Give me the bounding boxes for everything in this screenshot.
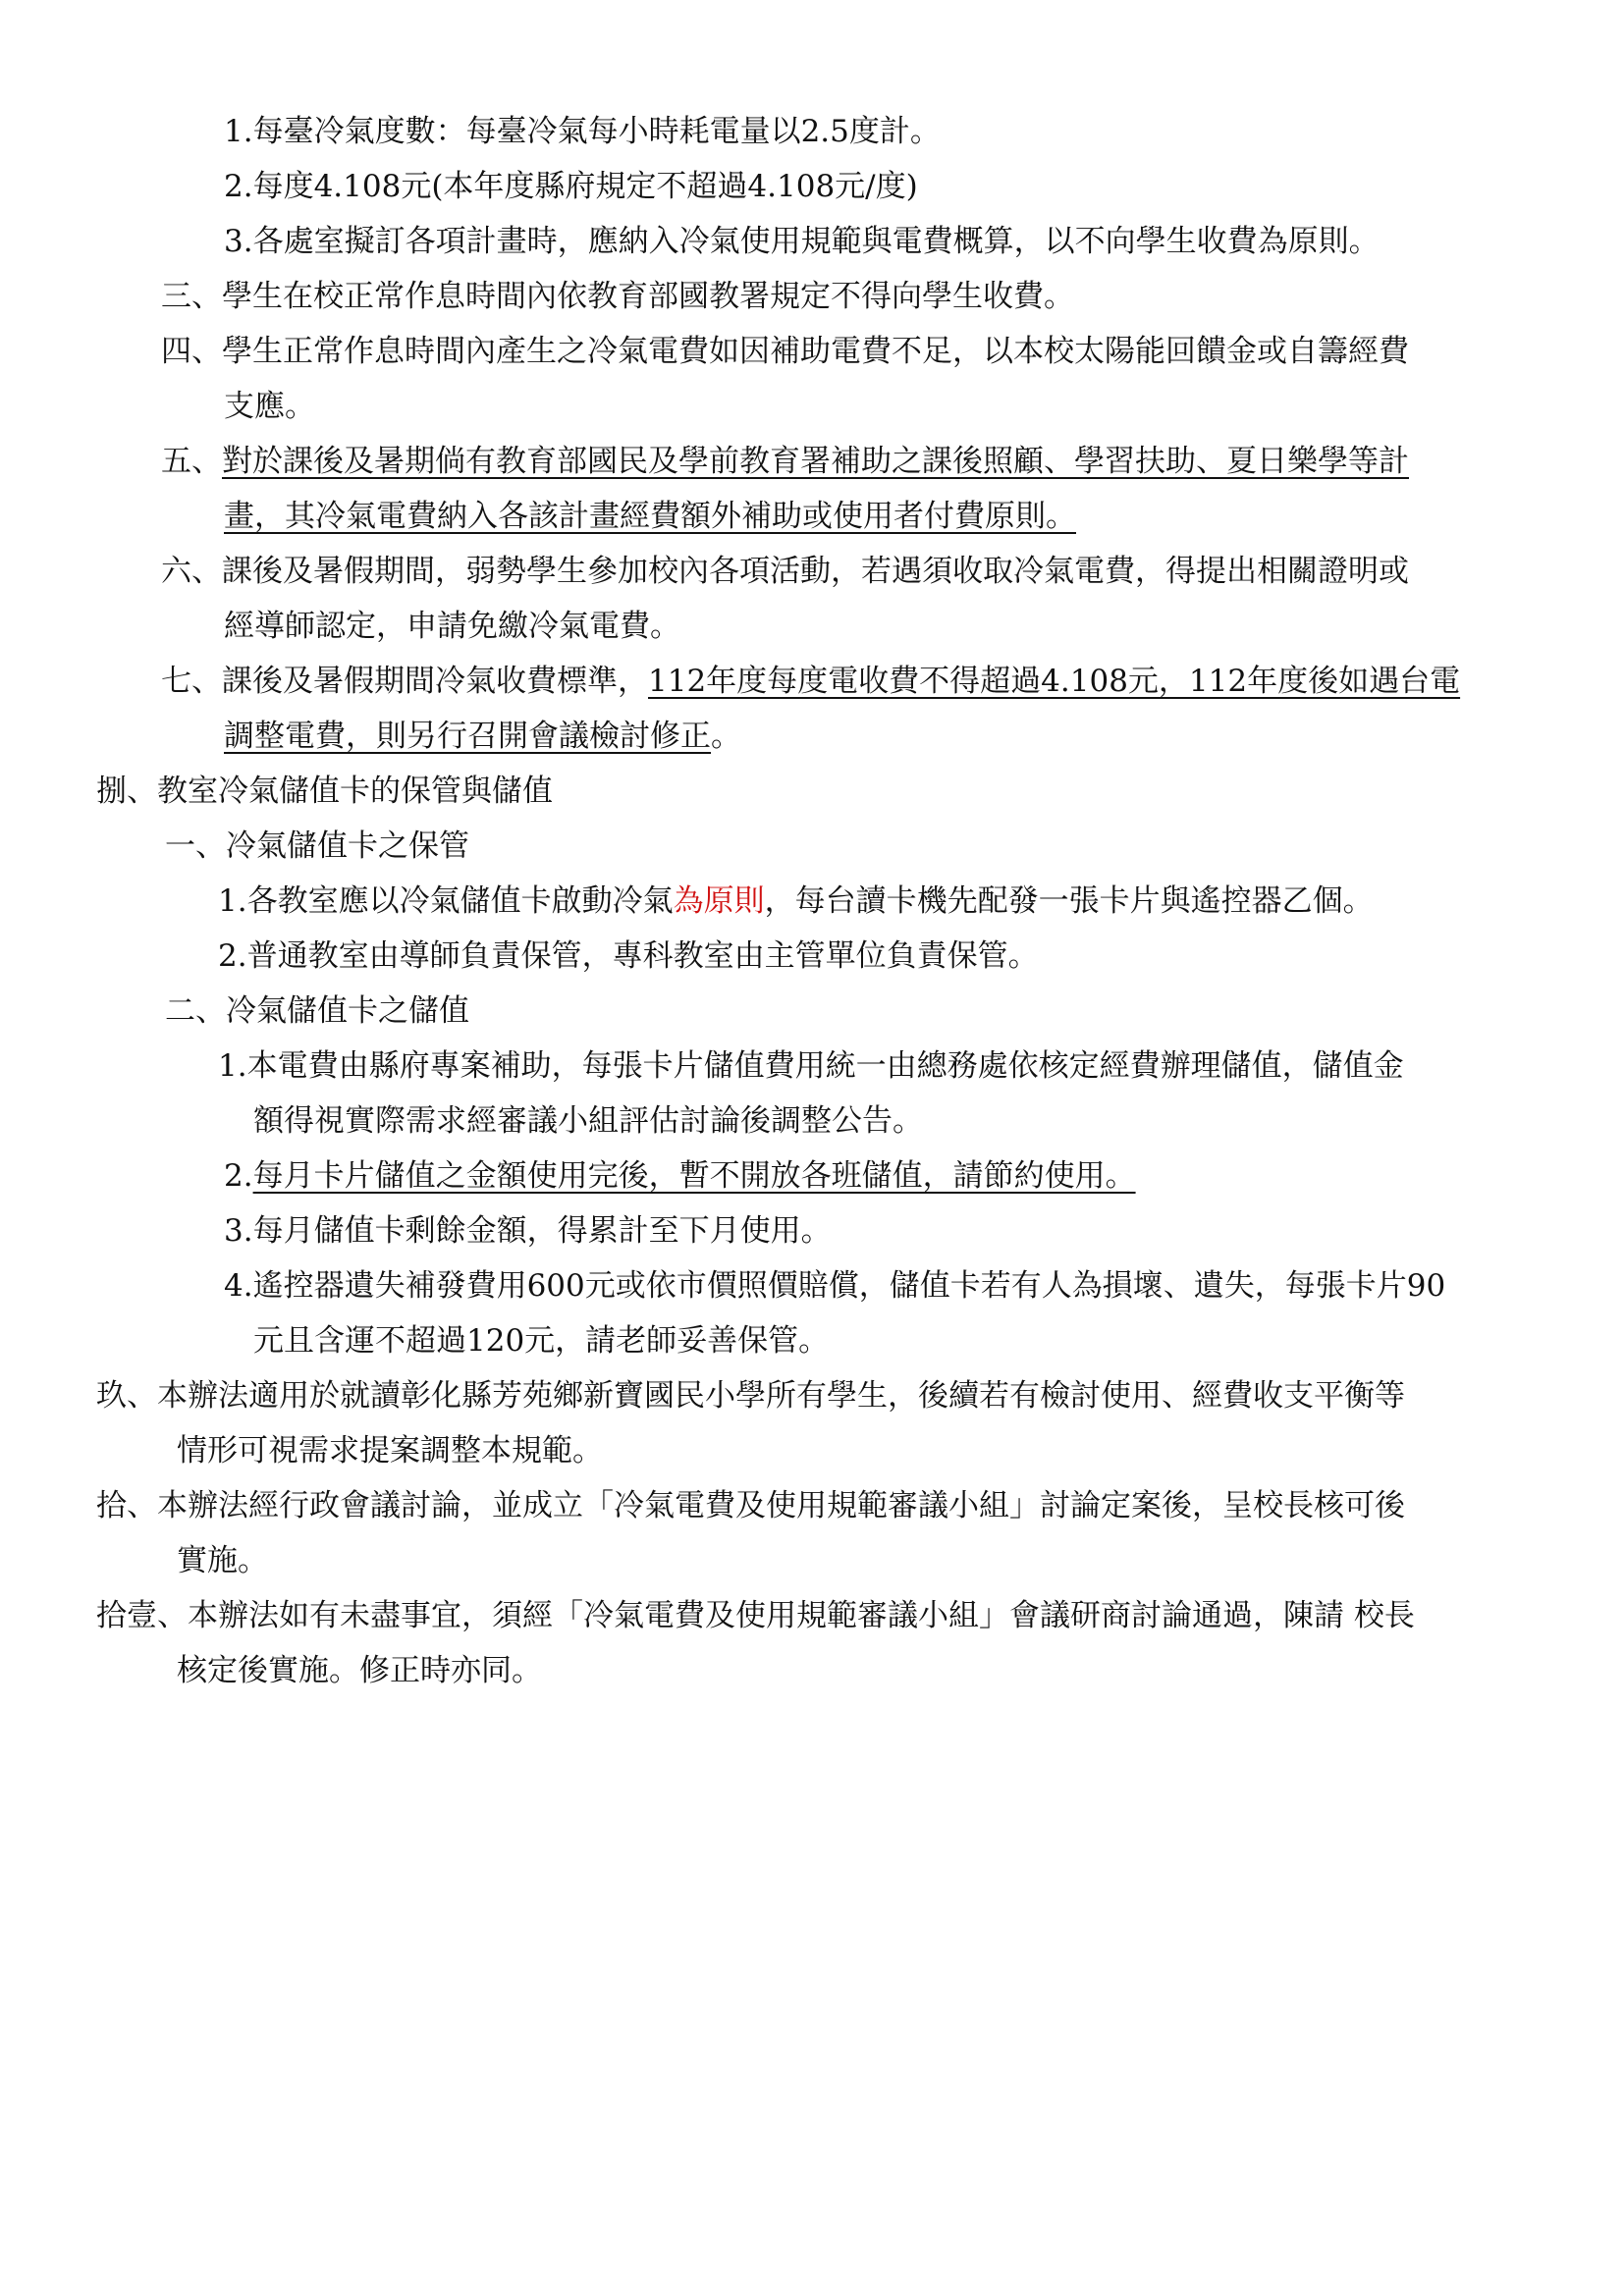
item-2-2: 2.每度4.108元(本年度縣府規定不超過4.108元/度) (224, 169, 918, 204)
section-3: 三、學生在校正常作息時間內依教育部國教署規定不得向學生收費。 (161, 279, 1074, 314)
item-8-1-1-text-a: 1.各教室應以冷氣儲值卡啟動冷氣 (218, 883, 674, 919)
item-8-2-2-underlined: 每月卡片儲值之金額使用完後，暫不開放各班儲值，請節約使用。 (252, 1158, 1136, 1194)
item-8-1-2: 2.普通教室由導師負責保管，專科教室由主管單位負責保管。 (218, 938, 1039, 974)
section-7-text: 七、課後及暑假期間冷氣收費標準， (161, 664, 648, 699)
subsection-8-2: 二、冷氣儲值卡之儲值 (165, 993, 469, 1029)
item-8-1-1-red: 為原則 (673, 883, 765, 919)
section-5-underlined-2: 畫，其冷氣電費納入各該計畫經費額外補助或使用者付費原則。 (224, 499, 1076, 534)
item-8-2-3: 3.每月儲值卡剩餘金額，得累計至下月使用。 (224, 1213, 832, 1249)
item-2-3: 3.各處室擬訂各項計畫時，應納入冷氣使用規範與電費概算，以不向學生收費為原則。 (224, 224, 1380, 259)
item-8-2-2 (224, 1156, 1136, 1196)
item-8-2-2-number: 2. (224, 1158, 253, 1194)
item-8-1-1 (218, 881, 1374, 921)
section-7-underlined-1: 112年度每度電收費不得超過4.108元，112年度後如遇台電 (648, 664, 1461, 699)
item-8-2-1-line2: 額得視實際需求經審議小組評估討論後調整公告。 (253, 1103, 923, 1139)
section-5-line1 (161, 442, 1409, 481)
item-8-2-4-line1: 4.遙控器遺失補發費用600元或依市價照價賠償，儲值卡若有人為損壞、遺失，每張卡片90 (224, 1268, 1446, 1304)
chapter-10-line2: 實施。 (177, 1543, 268, 1578)
item-8-2-4-line2: 元且含運不超過120元，請老師妥善保管。 (253, 1323, 830, 1359)
item-8-1-1-text-b: ，每台讀卡機先配發一張卡片與遙控器乙個。 (764, 883, 1374, 919)
subsection-8-1: 一、冷氣儲值卡之保管 (165, 828, 469, 864)
section-7-end: 。 (711, 719, 741, 754)
chapter-10-line1: 拾、本辦法經行政會議討論，並成立「冷氣電費及使用規範審議小組」討論定案後，呈校長核可後 (96, 1488, 1405, 1523)
chapter-11-line2: 核定後實施。修正時亦同。 (177, 1653, 542, 1688)
section-7-underlined-2: 調整電費，則另行召開會議檢討修正 (224, 719, 711, 754)
section-4-line1: 四、學生正常作息時間內產生之冷氣電費如因補助電費不足，以本校太陽能回饋金或自籌經費 (161, 334, 1409, 369)
item-2-1: 1.每臺冷氣度數：每臺冷氣每小時耗電量以2.5度計。 (224, 114, 941, 149)
section-5-number: 五、 (161, 444, 222, 479)
chapter-9-line2: 情形可視需求提案調整本規範。 (177, 1433, 603, 1468)
section-4-line2: 支應。 (224, 389, 315, 424)
section-5-line2 (224, 497, 1076, 536)
section-5-underlined-1: 對於課後及暑期倘有教育部國民及學前教育署補助之課後照顧、學習扶助、夏日樂學等計 (222, 444, 1409, 479)
chapter-11-line1: 拾壹、本辦法如有未盡事宜，須經「冷氣電費及使用規範審議小組」會議研商討論通過，陳請 校長 (96, 1598, 1415, 1633)
section-7-line2 (224, 717, 741, 756)
section-6-line2: 經導師認定，申請免繳冷氣電費。 (224, 609, 680, 644)
item-8-2-1-line1: 1.本電費由縣府專案補助，每張卡片儲值費用統一由總務處依核定經費辦理儲值，儲值金 (218, 1048, 1404, 1084)
section-7-line1 (161, 662, 1460, 701)
chapter-8-heading: 捌、教室冷氣儲值卡的保管與儲值 (96, 774, 553, 809)
section-6-line1: 六、課後及暑假期間，弱勢學生參加校內各項活動，若遇須收取冷氣電費，得提出相關證明或 (161, 554, 1409, 589)
chapter-9-line1: 玖、本辦法適用於就讀彰化縣芳苑鄉新寶國民小學所有學生，後續若有檢討使用、經費收支平衡等 (96, 1378, 1405, 1414)
